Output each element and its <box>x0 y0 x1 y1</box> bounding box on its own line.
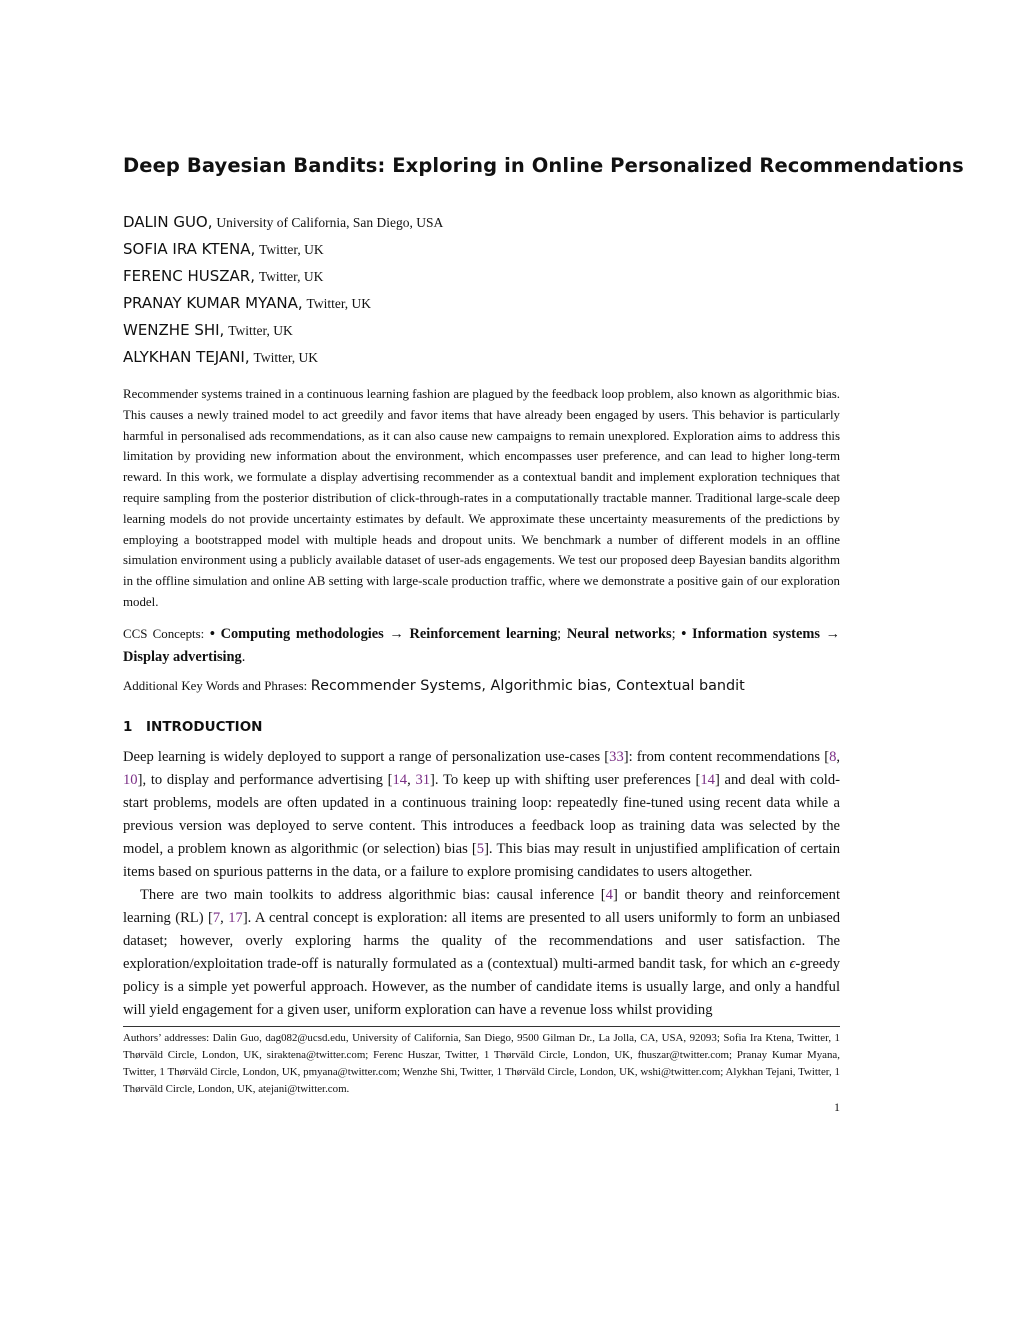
text-run: Deep learning is widely deployed to support a range of personalization use-cases [ <box>123 749 610 765</box>
ccs-concept-2: Neural networks <box>566 626 672 642</box>
author-affiliation: Twitter, UK <box>259 242 324 257</box>
paper-title: Deep Bayesian Bandits: Exploring in Online Personalized Recommendations <box>123 154 964 177</box>
paragraph <box>123 746 840 884</box>
citation-link[interactable]: 8 <box>829 749 837 765</box>
author-name: WENZHE SHI, <box>123 321 225 339</box>
author-affiliation: Twitter, UK <box>306 296 372 311</box>
citation-link[interactable]: 17 <box>228 910 243 926</box>
section-number: 1 <box>123 719 133 735</box>
text-run: , <box>836 749 841 765</box>
author-affiliation: University of California, San Diego, USA <box>216 215 444 230</box>
footnote-rule <box>123 1026 840 1027</box>
section-heading <box>123 719 262 735</box>
author-line <box>123 294 371 313</box>
ccs-end: . <box>241 649 246 665</box>
page-number: 1 <box>834 1100 840 1114</box>
text-run: ]. To keep up with shifting user preferences [ <box>430 772 701 788</box>
text-run: There are two main toolkits to address algorithmic bias: causal inference [ <box>140 887 606 903</box>
paragraph <box>123 884 840 1022</box>
citation-link[interactable]: 5 <box>476 841 485 857</box>
ccs-concepts <box>123 623 840 669</box>
author-name: PRANAY KUMAR MYANA, <box>123 294 303 312</box>
author-line <box>123 213 443 232</box>
author-name: DALIN GUO, <box>123 213 213 231</box>
author-affiliation: Twitter, UK <box>253 350 319 365</box>
ccs-concept-1: • Computing methodologies → Reinforcement learning <box>209 626 558 642</box>
footnote: Authors’ addresses: Dalin Guo, dag082@ucsd.edu, University of California, San Diego, 9500 Gilman Dr., La Jolla, CA, USA, 92093; Sofia Ira Ktena, Twitter, 1 Thørväld Circle, London, UK, siraktena@twitter.com; Ferenc Huszar, Twitter, 1 Thørväld Circle, London, UK, fhuszar@twitter.com; Pranay Kumar Myana, Twitter, 1 Thørväld Circle, London, UK, pmyana@twitter.com; Wenzhe Shi, Twitter, 1 Thørväld Circle, London, UK, wshi@twitter.com; Alykhan Tejani, Twitter, 1 Thørväld Circle, London, UK, atejani@twitter.com. <box>123 1032 840 1095</box>
text-run: ] and deal with cold-start problems, models are often updated in a continuous training loop: repeatedly fine-tuned using recent data while a previous version was deployed to serve content. This introduces a feedback loop as training data was selected by the model, a problem known as algorithmic (or selection) bias [ <box>123 772 841 857</box>
text-run: ]. A central concept is exploration: all items are presented to all users uniformly to form an unbiased dataset; however, overly exploring harms the quality of the recommendations and user satisfaction. The exploration/exploitation trade-off is naturally formulated as a (contextual) multi-armed bandit task, for which an <box>123 910 841 972</box>
keywords-text: Recommender Systems, Algorithmic bias, Contextual bandit <box>310 678 745 694</box>
author-name: FERENC HUSZAR, <box>123 267 255 285</box>
text-run: , <box>220 910 229 926</box>
citation-link[interactable]: 10 <box>123 772 138 788</box>
author-line <box>123 321 293 340</box>
section-body <box>123 746 840 1022</box>
text-run: -greedy policy is a simple yet powerful approach. However, as the number of candidate items is usually large, and only a handful will yield engagement for a given user, uniform exploration can have a revenue loss whilst providing <box>123 956 840 1018</box>
citation-link[interactable]: 33 <box>609 749 624 765</box>
citation-link[interactable]: 4 <box>605 887 613 903</box>
ccs-concept-3: • Information systems → Display advertising <box>123 626 841 665</box>
citation-link[interactable]: 14 <box>700 772 715 788</box>
keywords-label: Additional Key Words and Phrases: <box>123 679 308 693</box>
text-run: ], to display and performance advertising [ <box>137 772 393 788</box>
citation-link[interactable]: 14 <box>392 772 408 788</box>
citation-link[interactable]: 7 <box>212 910 221 926</box>
author-line <box>123 240 324 259</box>
author-name: SOFIA IRA KTENA, <box>123 240 256 258</box>
author-affiliation: Twitter, UK <box>228 323 293 338</box>
author-line <box>123 267 323 286</box>
text-run: , <box>407 772 416 788</box>
text-run: ] or bandit theory and reinforcement learning (RL) [ <box>123 887 841 926</box>
ccs-label: CCS Concepts: <box>123 627 205 641</box>
text-run: ]: from content recommendations [ <box>623 749 830 765</box>
author-name: ALYKHAN TEJANI, <box>123 348 250 366</box>
author-line <box>123 348 318 367</box>
ccs-separator: ; <box>671 626 676 642</box>
abstract: Recommender systems trained in a continuous learning fashion are plagued by the feedback loop problem, also known as algorithmic bias. This causes a newly trained model to act greedily and favor items that have already been engaged by users. This behavior is particularly harmful in personalised ads recommendations, as it can also cause new campaigns to remain unexplored. Exploration aims to address this limitation by providing new information about the environment, which encompasses user preference, and can lead to higher long-term reward. In this work, we formulate a display advertising recommender as a contextual bandit and implement exploration techniques that require sampling from the posterior distribution of click-through-rates in a computationally tractable manner. Traditional large-scale deep learning models do not provide uncertainty estimates by default. We approximate these uncertainty measurements of the predictions by employing a bootstrapped model with multiple heads and dropout units. We benchmark a number of different models in an offline simulation environment using a publicly available dataset of user-ads engagements. We test our proposed deep Bayesian bandits algorithm in the offline simulation and online AB setting with large-scale production traffic, where we demonstrate a positive gain of our exploration model. <box>123 387 840 609</box>
citation-link[interactable]: 31 <box>415 772 431 788</box>
keywords <box>123 678 840 695</box>
text-run: ]. This bias may result in unjustified amplification of certain items based on spurious patterns in the data, or a failure to explore promising candidates to users altogether. <box>123 841 840 880</box>
ccs-separator: ; <box>557 626 562 642</box>
section-title: INTRODUCTION <box>146 719 263 735</box>
author-affiliation: Twitter, UK <box>258 269 324 284</box>
epsilon-symbol: ϵ <box>789 956 796 972</box>
